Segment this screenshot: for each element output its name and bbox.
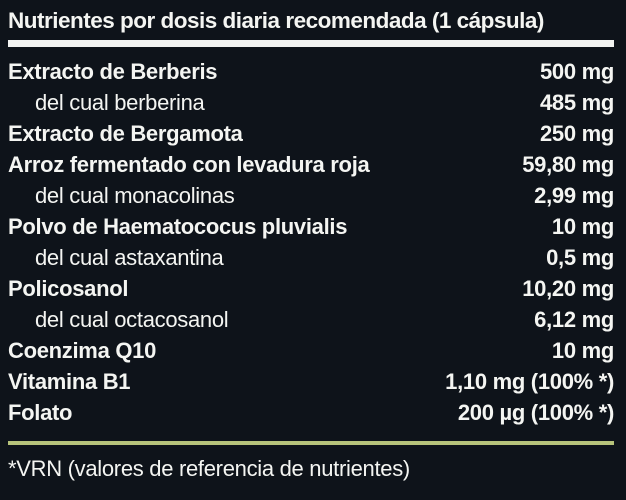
nutrient-row	[8, 397, 614, 428]
nutrient-value: 485 mg	[539, 90, 614, 115]
nutrient-row	[8, 242, 614, 273]
nutrient-value: 2,99 mg	[534, 183, 614, 208]
nutrient-value: 500 mg	[539, 59, 614, 84]
nutrient-row	[8, 149, 614, 180]
nutrient-table	[8, 56, 614, 428]
nutrient-value: 200 µg (100% *)	[457, 400, 614, 425]
nutrient-name: del cual octacosanol	[35, 307, 229, 332]
header-divider	[8, 40, 614, 47]
nutrient-row	[8, 87, 614, 118]
nutrient-name: Folato	[8, 400, 73, 425]
nutrient-row	[8, 56, 614, 87]
nutrient-name: del cual monacolinas	[35, 183, 235, 208]
footer-divider	[8, 441, 614, 445]
nutrient-name: del cual berberina	[35, 90, 205, 115]
nutrient-name: Vitamina B1	[8, 369, 131, 394]
nutrient-name: Polvo de Haematococus pluvialis	[8, 214, 348, 239]
nutrient-row	[8, 366, 614, 397]
nutrient-row	[8, 211, 614, 242]
nutrient-row	[8, 118, 614, 149]
nutrient-name: Extracto de Berberis	[8, 59, 218, 84]
nutrient-row	[8, 180, 614, 211]
nutrient-value: 6,12 mg	[534, 307, 614, 332]
panel-title: Nutrientes por dosis diaria recomendada (1 cápsula)	[8, 8, 544, 33]
nutrient-value: 10 mg	[551, 214, 614, 239]
nutrient-value: 0,5 mg	[546, 245, 614, 270]
nutrient-row	[8, 273, 614, 304]
nutrient-name: Extracto de Bergamota	[8, 121, 243, 146]
nutrient-value: 10 mg	[551, 338, 614, 363]
nutrient-value: 10,20 mg	[522, 276, 614, 301]
nutrient-value: 250 mg	[539, 121, 614, 146]
nutrient-name: Coenzima Q10	[8, 338, 157, 363]
nutrient-name: del cual astaxantina	[35, 245, 224, 270]
nutrient-value: 59,80 mg	[522, 152, 614, 177]
nutrient-name: Policosanol	[8, 276, 129, 301]
nutrient-row	[8, 304, 614, 335]
nutrient-row	[8, 335, 614, 366]
vrn-footnote: *VRN (valores de referencia de nutrientes)	[8, 456, 410, 481]
nutrient-value: 1,10 mg (100% *)	[445, 369, 614, 394]
nutrient-name: Arroz fermentado con levadura roja	[8, 152, 370, 177]
